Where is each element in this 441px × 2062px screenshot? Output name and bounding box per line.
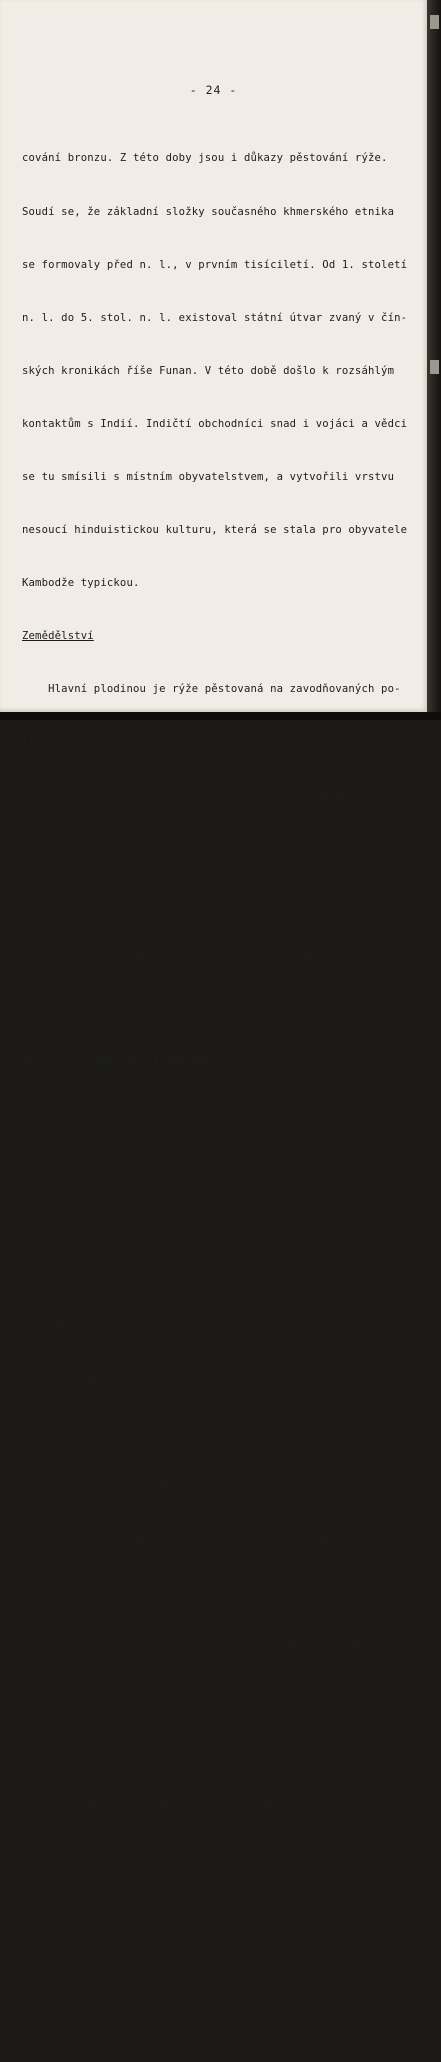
text-line: Do roku 1975 byla rýže pěstovaná na ploše 2 300 000 ha, — [22, 789, 382, 802]
text-line: cování bronzu. Z této doby jsou i důkazy pěstování rýže. — [22, 152, 388, 165]
text-line: všichni skromně najedli, a zbylo něco na export. — [22, 948, 336, 961]
text-line: se formovaly před n. l., v prvním tisíciletí. Od 1. století — [22, 258, 408, 271]
text-line: n. l. do 5. stol. n. l. existoval státní útvar zvaný v čín- — [22, 311, 408, 324]
text-line: říše Angkor krajinu kolem jezera Tonlesap a vlastního Angko- — [22, 1320, 414, 1333]
section-heading: Zemědělství — [22, 630, 94, 643]
text-line: kontaktům s Indií. Indičtí obchodníci snad i vojáci a vědci — [22, 417, 408, 430]
text-line: Hlavní plodinou je rýže pěstovaná na zavodňovaných po- — [22, 683, 401, 696]
text-line: deště však pomalu smývaly úrodnou půdu, a přinášely ji do — [22, 1426, 395, 1439]
text-line: nesoucí hinduistickou kulturu, která se stala pro obyvatele — [22, 524, 408, 537]
text-line: míry, že k obdělání 1 600 000 ha rýžovišť, která dala skli- — [22, 1055, 408, 1067]
text-line: zeň 2 000 000 tun rýže. Je zajímavé, že vlastně zemědělská — [22, 1108, 401, 1121]
text-line: podle půdy byl výnos od 800 kg do 2 000 kg/ha. K počtu oby- — [22, 842, 408, 855]
text-line: zániku Angkorské říše. — [22, 1214, 166, 1227]
text-line: poznenáhlu zanášely. Na koncích soustav rýžovišť vysychala. — [22, 1692, 408, 1705]
text-line: torů pádu Angkorské říše. (Dorst) — [22, 2010, 238, 2023]
text-line: V době asi od 7. do 12. století přebudovali obyvatelé — [22, 1267, 395, 1280]
text-line: Minerální soli s úrodným bahnem se odplavovaly, a zavlažová- — [22, 1745, 414, 1758]
text-line: ských kronikách říše Funan. V této době došlo k rozsáhlým — [22, 364, 395, 377]
text-line: produkce, lépe řečeno produkce rýže, mohla být i příčinou — [22, 1161, 395, 1174]
text-line: mohla dát obživu. Proto pravděpodobně nesoulad mezi způsobem — [22, 1904, 414, 1917]
text-line: V roce 1984 došlo k obnově kambodžské ekonomiky do té — [22, 1001, 395, 1014]
binding-edge — [427, 0, 441, 720]
text-line: zemědělské výroby a přírodou mohl být jedním z hlavních fak- — [22, 1957, 414, 1970]
text-line: ní polí vodou bez minerálních solí neměla účinek. Úroda rýže — [22, 1798, 414, 1811]
text-line: se tu smísili s místním obyvatelstvem, a vytvořili vrstvu — [22, 470, 395, 483]
bottom-shadow — [0, 712, 441, 720]
text-line: rychle klesala. Rolníci začali opouštět zemi, která jim ne- — [22, 1851, 408, 1864]
page-number: - 24 - — [189, 83, 238, 97]
text-line: usazeniny, brániči průtoku vody. Avšak nádrže a kanály se — [22, 1639, 395, 1652]
text-line: vatelstva který činil asi 7 milionů to byl stav, kdy se — [22, 895, 382, 908]
text-line: vané na principu malých výškových rozdílů. Voda se všude po- — [22, 1532, 414, 1545]
text-line: jezera Tonlesap. Zavodňovací soustavy rýžovišť byly budo- — [22, 1479, 401, 1492]
binding-tab — [430, 360, 439, 374]
binding-tab — [430, 15, 439, 29]
text-line: hybovala samospádem. Proto byly krajně citlivé i na malé — [22, 1585, 388, 1598]
text-line: Soudí se, že základní složky současného khmerského etnika — [22, 205, 395, 218]
text-line: lích. Rozloha obdělávané půdy činí asi 17 % plochy státu. — [22, 736, 395, 749]
text-line: Kambodže typickou. — [22, 577, 140, 590]
body-text — [22, 115, 418, 2062]
text-line: ru na rozsáhlou soustavu zavodňovaných rýžovišť. Monzunové — [22, 1373, 401, 1386]
